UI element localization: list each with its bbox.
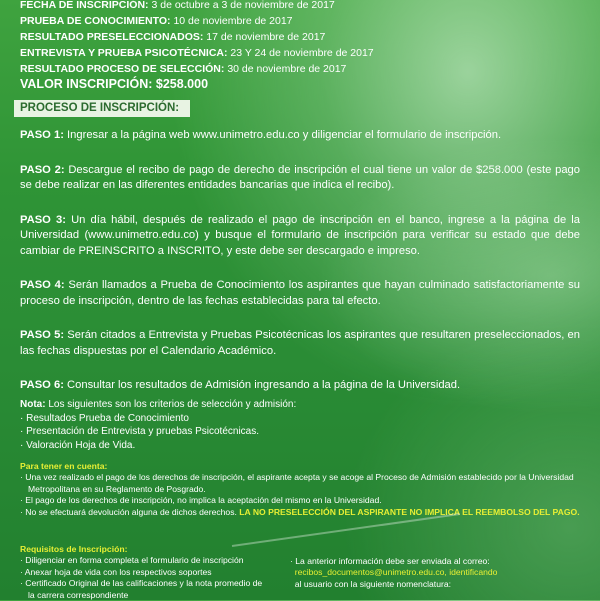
mail-nomenclature-line — [290, 579, 580, 590]
date-row — [20, 29, 580, 45]
email-address[interactable]: recibos_documentos@unimetro.edu.co, identificando — [294, 567, 498, 578]
criteria-item: · Presentación de Entrevista y pruebas Psicotécnicas. — [20, 425, 580, 439]
date-row — [20, 13, 580, 29]
step-item — [20, 278, 580, 309]
step-text: Ingresar a la página web www.unimetro.edu.co y diligenciar el formulario de inscripción. — [63, 129, 502, 141]
requirements-block — [20, 544, 270, 601]
date-row — [20, 0, 580, 13]
dates-block — [20, 0, 580, 77]
submission-info — [290, 556, 580, 590]
step-item — [20, 213, 580, 260]
mail-instruction: · La anterior información debe ser enviada al correo: — [290, 556, 490, 566]
consideration-item — [20, 507, 580, 518]
step-text: Un día hábil, después de realizado el pago de inscripción en el banco, ingrese a la página de la Universidad (www.unimetro.edu.co) y busque el formulario de inscripción para verificar su estado que debe cambiar de PREINSCRITO a INSCRITO, y este debe ser descargado e impreso. — [20, 213, 581, 257]
note-heading — [20, 398, 580, 412]
considerations-list — [20, 472, 580, 518]
step-item — [20, 163, 580, 194]
criteria-item: · Resultados Prueba de Conocimiento — [20, 412, 580, 426]
requirement-item: · Certificado Original de las calificaciones y la nota promedio de la carrera correspondiente — [20, 578, 270, 601]
date-label: ENTREVISTA Y PRUEBA PSICOTÉCNICA: — [20, 47, 228, 59]
date-label: RESULTADO PRESELECCIONADOS: — [20, 31, 204, 43]
requirement-item: · Anexar hoja de vida con los respectivos soportes — [20, 567, 270, 578]
date-value: 10 de noviembre de 2017 — [173, 15, 293, 27]
step-text: Serán llamados a Prueba de Conocimiento los aspirantes que hayan culminado satisfactoriamente su proceso de inscripción, dentro de las fechas establecidas para tal efecto. — [20, 279, 580, 307]
consideration-text: No se efectuará devolución alguna de dichos derechos. — [25, 506, 237, 517]
step-label: PASO 2: — [20, 163, 65, 176]
step-label: PASO 5: — [20, 329, 65, 341]
note-title: Nota: — [20, 399, 46, 410]
step-text: Consultar los resultados de Admisión ingresando a la página de la Universidad. — [63, 379, 461, 391]
date-value: 17 de noviembre de 2017 — [206, 31, 326, 43]
step-label: PASO 1: — [20, 129, 64, 141]
date-label: PRUEBA DE CONOCIMIENTO: — [20, 15, 171, 27]
criteria-item: · Valoración Hoja de Vida. — [20, 439, 580, 453]
step-label: PASO 4: — [20, 279, 65, 291]
mail-line: al usuario con la siguiente nomenclatura: — [294, 578, 451, 589]
selection-criteria-note — [20, 398, 580, 452]
step-item — [20, 128, 580, 144]
decorative-line — [232, 513, 460, 547]
steps-list — [20, 128, 580, 413]
criteria-list — [20, 412, 580, 453]
consideration-item: · Una vez realizado el pago de los derechos de inscripción, el aspirante acepta y se acoge al Proceso de Admisión establecido por la Universidad Metropolitana en su Reglamento de Posgrado. — [20, 472, 580, 495]
considerations-title: Para tener en cuenta: — [20, 461, 108, 471]
step-label: PASO 3: — [20, 213, 66, 226]
registration-fee: VALOR INSCRIPCIÓN: $258.000 — [20, 77, 209, 91]
step-item — [20, 328, 580, 359]
refund-warning: LA NO PRESELECCIÓN DEL ASPIRANTE NO IMPLICA EL REEMBOLSO DEL PAGO. — [239, 506, 580, 517]
mail-address-line — [290, 567, 580, 578]
step-label: PASO 6: — [20, 379, 64, 391]
date-label: FECHA DE INSCRIPCIÓN: — [20, 0, 149, 11]
section-title: PROCESO DE INSCRIPCIÓN: — [14, 100, 190, 117]
considerations-block — [20, 461, 580, 518]
date-value: 23 Y 24 de noviembre de 2017 — [230, 47, 374, 59]
mail-line: La anterior información debe ser enviada al correo: — [295, 556, 490, 566]
step-item — [20, 378, 580, 394]
date-value: 3 de octubre a 3 de noviembre de 2017 — [151, 0, 335, 11]
step-text: Descargue el recibo de pago de derecho de inscripción el cual tiene un valor de $258.000 (este pago se debe realizar en las diferentes entidades bancarias que indica el recibo). — [20, 163, 580, 191]
date-row — [20, 45, 580, 61]
date-label: RESULTADO PROCESO DE SELECCIÓN: — [20, 63, 225, 75]
requirement-item: · Diligenciar en forma completa el formulario de inscripción — [20, 555, 270, 566]
requirements-list — [20, 555, 270, 601]
date-value: 30 de noviembre de 2017 — [227, 63, 347, 75]
note-intro: Los siguientes son los criterios de selección y admisión: — [45, 399, 297, 410]
requirements-title: Requisitos de Inscripción: — [20, 544, 128, 554]
date-row — [20, 61, 580, 77]
step-text: Serán citados a Entrevista y Pruebas Psicotécnicas los aspirantes que resultaren preseleccionados, en las fechas dispuestas por el Calendario Académico. — [20, 329, 580, 357]
consideration-item: · El pago de los derechos de inscripción, no implica la aceptación del mismo en la Universidad. — [20, 495, 580, 506]
